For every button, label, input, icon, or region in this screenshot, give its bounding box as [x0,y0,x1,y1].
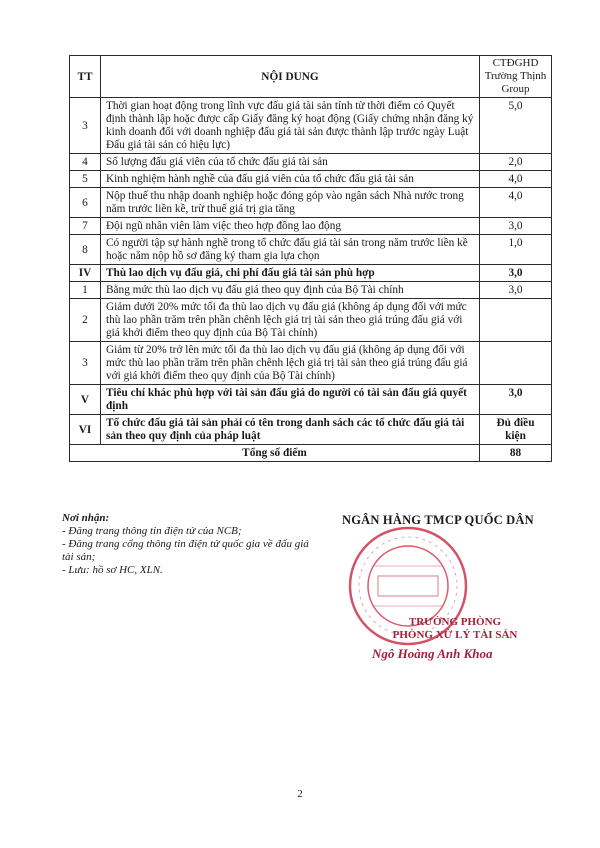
table-row [70,188,552,218]
row-score: 3,0 [480,265,552,282]
recipient-item: - Lưu: hồ sơ HC, XLN. [62,564,163,576]
row-content: Tiêu chí khác phù hợp với tài sản đấu giá do người có tài sản đấu giá quyết định [101,385,480,415]
recipient-item: - Đăng trang cổng thông tin điện tử quốc gia về đấu giá tài sản; [62,538,309,563]
total-value: 88 [480,445,552,462]
recipients-block [62,512,312,577]
header-score: CTĐGHD Trường Thịnh Group [480,56,552,98]
row-number: 3 [70,342,101,385]
row-number: 7 [70,218,101,235]
row-number: 6 [70,188,101,218]
row-content: Nộp thuế thu nhập doanh nghiệp hoặc đóng góp vào ngân sách Nhà nước trong năm trước liền kề, trừ thuế giá trị gia tăng [101,188,480,218]
row-content: Đội ngũ nhân viên làm việc theo hợp đồng lao động [101,218,480,235]
row-score: 4,0 [480,188,552,218]
row-content: Có người tập sự hành nghề trong tổ chức đấu giá tài sản trong năm trước liền kề hoặc năm nộp hồ sơ đăng ký tham gia lựa chọn [101,235,480,265]
row-score: 3,0 [480,385,552,415]
row-score: Đủ điều kiện [480,415,552,445]
row-content: Tổ chức đấu giá tài sản phải có tên trong danh sách các tổ chức đấu giá tài sản theo quy định của pháp luật [101,415,480,445]
row-number: 2 [70,299,101,342]
signer-title-line2: PHÒNG XỬ LÝ TÀI SẢN [392,629,518,641]
row-number: VI [70,415,101,445]
row-number: 1 [70,282,101,299]
row-number: 8 [70,235,101,265]
signer-title [380,616,530,642]
total-row [70,445,552,462]
row-content: Số lượng đấu giá viên của tổ chức đấu giá tài sản [101,154,480,171]
row-number: 5 [70,171,101,188]
row-content: Giảm dưới 20% mức tối đa thù lao dịch vụ đấu giá (không áp dụng đối với mức thù lao phần trăm trên phần chênh lệch giá trị tài sản theo giá trúng đấu giá với giá khởi điểm theo quy định của Bộ Tài chính) [101,299,480,342]
row-score: 5,0 [480,98,552,154]
row-content: Thời gian hoạt động trong lĩnh vực đấu giá tài sản tính từ thời điểm có Quyết định thành lập hoặc được cấp Giấy đăng ký hoạt động (Giấy chứng nhận đăng ký kinh doanh đối với doanh nghiệp đấu giá tài sản được thành lập trước ngày Luật Đấu giá tài sản có hiệu lực) [101,98,480,154]
table-body [70,98,552,445]
table-row [70,415,552,445]
signer-title-line1: TRƯỞNG PHÒNG [408,616,502,628]
signer-name: Ngô Hoàng Anh Khoa [372,646,493,661]
row-score [480,299,552,342]
row-content: Thù lao dịch vụ đấu giá, chi phí đấu giá tài sản phù hợp [101,265,480,282]
table-row [70,282,552,299]
row-score: 1,0 [480,235,552,265]
row-number: V [70,385,101,415]
table-row [70,171,552,188]
table-row [70,218,552,235]
table-row [70,235,552,265]
row-score: 2,0 [480,154,552,171]
signer-organization: NGÂN HÀNG TMCP QUỐC DÂN [342,513,534,527]
row-content: Bằng mức thù lao dịch vụ đấu giá theo quy định của Bộ Tài chính [101,282,480,299]
recipient-item: - Đăng trang thông tin điện tử của NCB; [62,525,242,537]
row-number: IV [70,265,101,282]
row-score: 4,0 [480,171,552,188]
total-label: Tổng số điểm [70,445,480,462]
row-score: 3,0 [480,218,552,235]
row-score [480,342,552,385]
row-score: 3,0 [480,282,552,299]
row-number: 4 [70,154,101,171]
row-content: Kinh nghiệm hành nghề của đấu giá viên của tổ chức đấu giá tài sản [101,171,480,188]
table-row [70,299,552,342]
table-row [70,265,552,282]
table-row [70,385,552,415]
recipients-title: Nơi nhận: [62,512,110,524]
row-number: 3 [70,98,101,154]
criteria-table [69,55,552,462]
row-content: Giảm từ 20% trở lên mức tối đa thù lao dịch vụ đấu giá (không áp dụng đối với mức thù lao phần trăm trên phần chênh lệch giá trị tài sản theo giá trúng đấu giá với giá khởi điểm theo quy định của Bộ Tài chính) [101,342,480,385]
criteria-table-wrapper [69,55,551,462]
table-row [70,342,552,385]
table-row [70,98,552,154]
header-tt: TT [70,56,101,98]
header-content: NỘI DUNG [101,56,480,98]
table-header-row [70,56,552,98]
page-number: 2 [297,788,303,800]
table-row [70,154,552,171]
